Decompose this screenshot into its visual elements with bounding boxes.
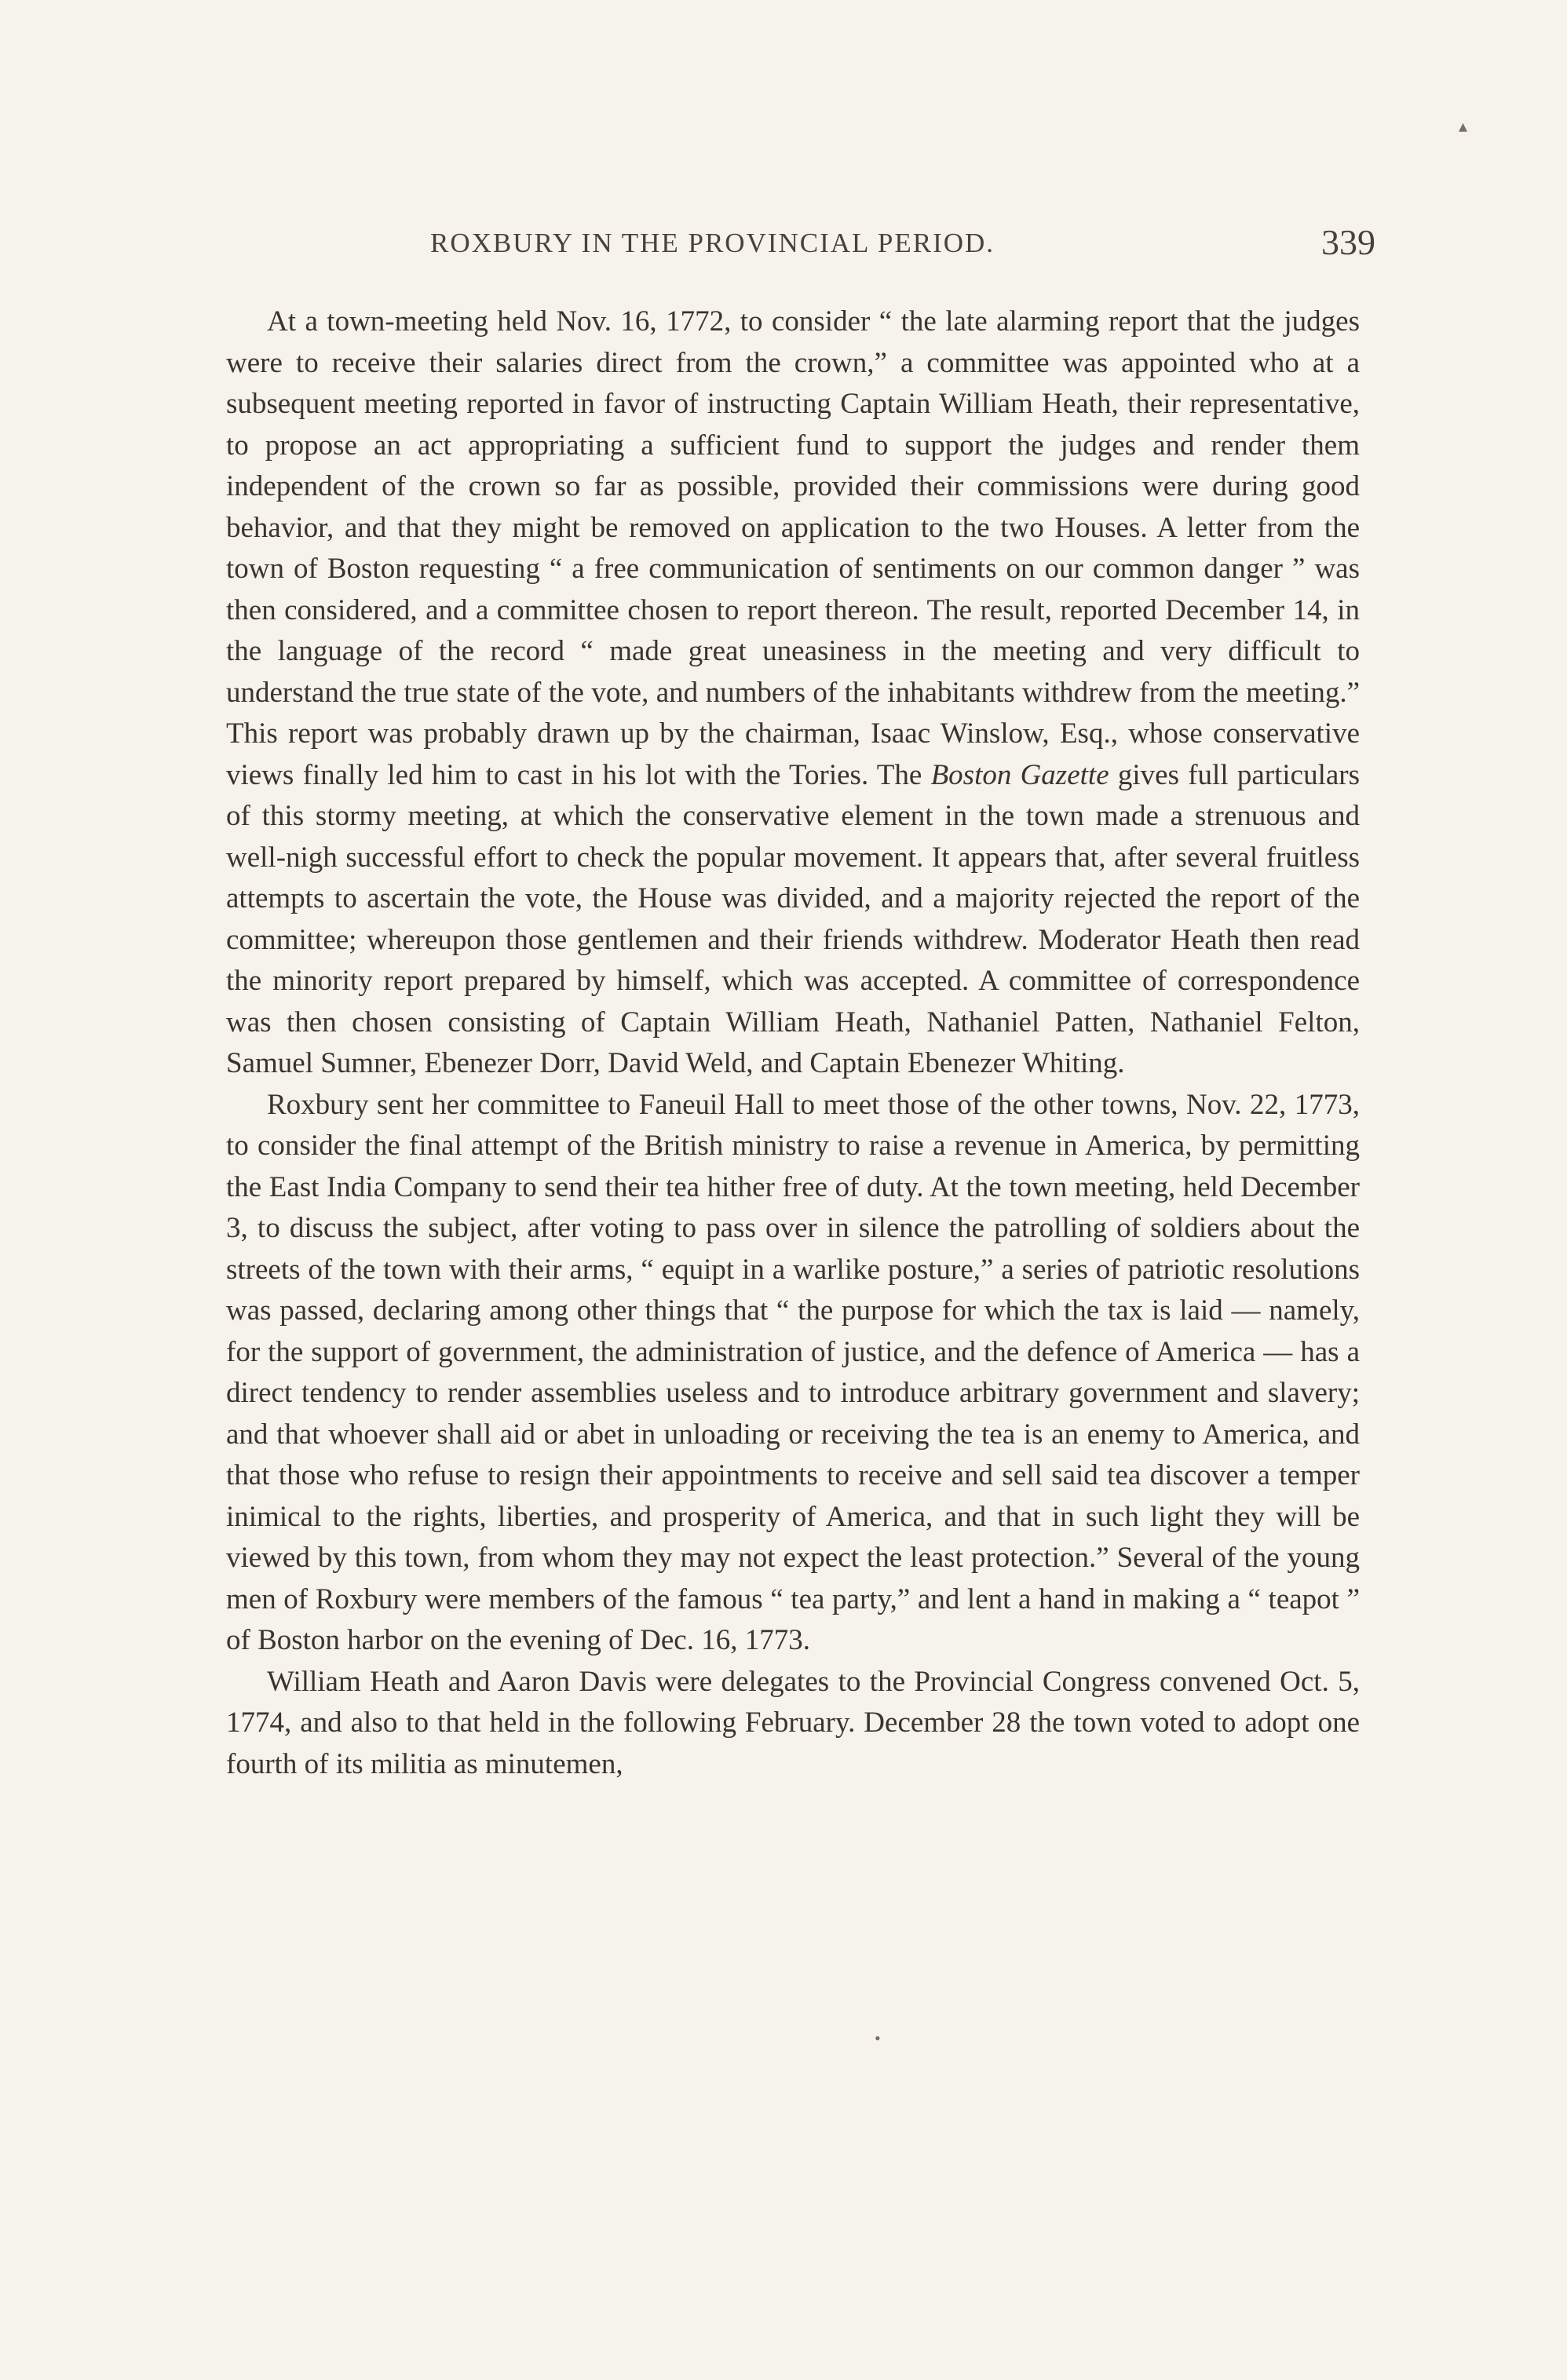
running-title: ROXBURY IN THE PROVINCIAL PERIOD. <box>430 228 995 258</box>
paper-speck-icon: ▴ <box>1459 116 1468 136</box>
running-header <box>226 221 1375 268</box>
body-text <box>226 301 1360 1785</box>
paragraph-3: William Heath and Aaron Davis were delegates to the Provincial Congress convened Oct. 5, 1774, and also to that held in the following February. December 28 the town voted to adopt one fourth of its militia as minutemen, <box>226 1665 1360 1780</box>
paragraph-1-italic-title: Boston Gazette <box>930 758 1109 791</box>
paragraph-2: Roxbury sent her committee to Faneuil Hall to meet those of the other towns, Nov. 22, 1773, to consider the final attempt of the British ministry to raise a revenue in America, by permitting the East India Company to send their tea hither free of duty. At the town meeting, held December 3, to discuss the subject, after voting to pass over in silence the patrolling of soldiers about the streets of the town with their arms, “ equipt in a warlike posture,” a series of patriotic resolutions was passed, declaring among other things that “ the purpose for which the tax is laid — namely, for the support of government, the administration of justice, and the defence of America — has a direct tendency to render assemblies useless and to introduce arbitrary government and slavery; and that whoever shall aid or abet in unloading or receiving the tea is an enemy to America, and that those who refuse to resign their appointments to receive and sell said tea discover a temper inimical to the rights, liberties, and prosperity of America, and that in such light they will be viewed by this town, from whom they may not expect the least protection.” Several of the young men of Roxbury were members of the famous “ tea party,” and lent a hand in making a “ teapot ” of Boston harbor on the evening of Dec. 16, 1773. <box>226 1088 1360 1656</box>
paragraph-1-text-b: gives full particulars of this stormy meeting, at which the conservative element in the town made a strenuous and well-nigh successful effort to check the popular movement. It appears that, after several fruitless attempts to ascertain the vote, the House was divided, and a majority rejected the report of the committee; whereupon those gentlemen and their friends withdrew. Moderator Heath then read the minority report prepared by himself, which was accepted. A committee of correspondence was then chosen consisting of Captain William Heath, Nathaniel Patten, Nathaniel Felton, Samuel Sumner, Ebenezer Dorr, David Weld, and Captain Ebenezer Whiting. <box>226 758 1360 1079</box>
paragraph-1-text-a: At a town-meeting held Nov. 16, 1772, to consider “ the late alarming report that the judges were to receive their salaries direct from the crown,” a committee was appointed who at a subsequent meeting reported in favor of instructing Captain William Heath, their representative, to propose an act appropriating a sufficient fund to support the judges and render them independent of the crown so far as possible, provided their commissions were during good behavior, and that they might be removed on application to the two Houses. A letter from the town of Boston requesting “ a free communication of sentiments on our common danger ” was then considered, and a committee chosen to report thereon. The result, reported December 14, in the language of the record “ made great uneasiness in the meeting and very difficult to understand the true state of the vote, and numbers of the inhabitants withdrew from the meeting.” This report was probably drawn up by the chairman, Isaac Winslow, Esq., whose conservative views finally led him to cast in his lot with the Tories. The <box>226 305 1360 791</box>
paragraph-1 <box>226 301 1360 1085</box>
paper-speck-icon: • <box>875 2028 881 2048</box>
page-number: 339 <box>1321 222 1375 262</box>
